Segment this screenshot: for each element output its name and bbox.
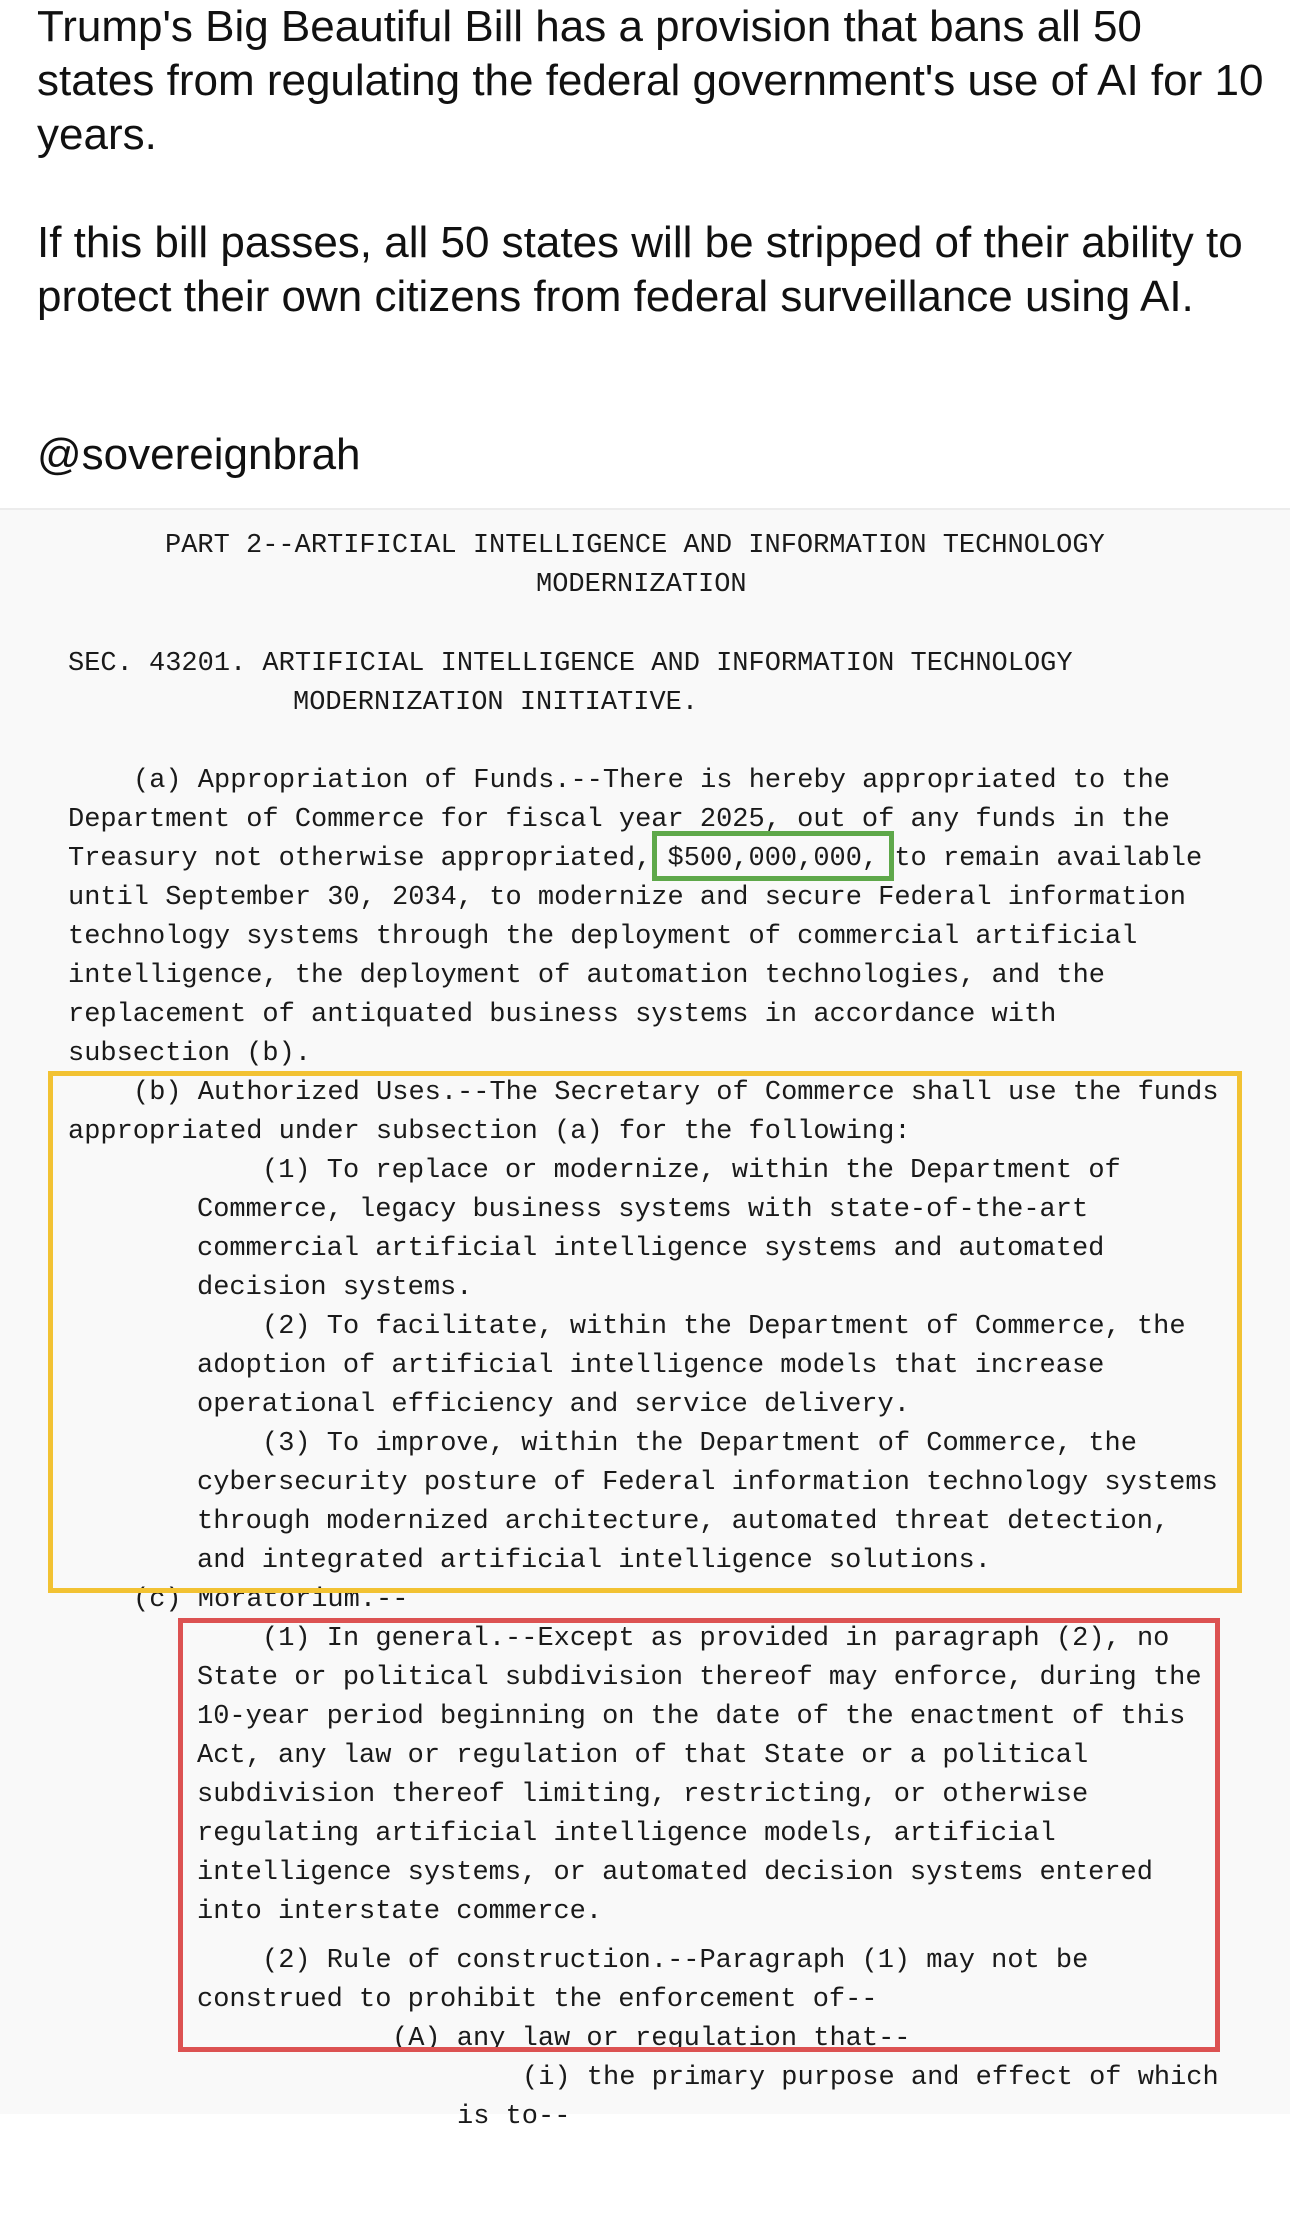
doc-line: Department of Commerce for fiscal year 2025, out of any funds in the xyxy=(68,805,1170,835)
red-highlight-box xyxy=(178,1618,1220,2052)
doc-line: through modernized architecture, automated threat detection, xyxy=(197,1507,1170,1537)
doc-line: cybersecurity posture of Federal information technology systems xyxy=(197,1468,1218,1498)
doc-line: technology systems through the deployment of commercial artificial xyxy=(68,922,1138,952)
doc-line: Act, any law or regulation of that State or a political xyxy=(197,1741,1089,1771)
doc-line: (c) Moratorium.-- xyxy=(133,1585,409,1615)
doc-line: (A) any law or regulation that-- xyxy=(392,2024,911,2054)
doc-line: replacement of antiquated business systems in accordance with xyxy=(68,1000,1057,1030)
doc-line: intelligence, the deployment of automation technologies, and the xyxy=(68,961,1105,991)
doc-line: intelligence systems, or automated decision systems entered xyxy=(197,1858,1153,1888)
bill-document-image xyxy=(0,510,1290,2132)
doc-line: (3) To improve, within the Department of Commerce, the xyxy=(262,1429,1137,1459)
doc-line: (i) the primary purpose and effect of which xyxy=(522,2063,1219,2093)
doc-line: until September 30, 2034, to modernize and secure Federal information xyxy=(68,883,1186,913)
doc-line: construed to prohibit the enforcement of-- xyxy=(197,1985,878,2015)
doc-line: Commerce, legacy business systems with state-of-the-art xyxy=(197,1195,1089,1225)
post-paragraph-1: Trump's Big Beautiful Bill has a provision that bans all 50 states from regulating the federal government's use of AI for 10 years. xyxy=(37,2,1264,159)
doc-line: appropriated under subsection (a) for the following: xyxy=(68,1117,911,1147)
doc-line: SEC. 43201. ARTIFICIAL INTELLIGENCE AND INFORMATION TECHNOLOGY xyxy=(68,649,1073,679)
doc-line: regulating artificial intelligence models, artificial xyxy=(197,1819,1056,1849)
doc-line: adoption of artificial intelligence models that increase xyxy=(197,1351,1105,1381)
doc-line: Treasury not otherwise appropriated, $500,000,000, to remain available xyxy=(68,844,1203,874)
doc-line: PART 2--ARTIFICIAL INTELLIGENCE AND INFORMATION TECHNOLOGY xyxy=(165,531,1105,561)
post-paragraph-2: If this bill passes, all 50 states will be stripped of their ability to protect their own citizens from federal surveillance using AI. xyxy=(37,218,1243,321)
green-highlight-box xyxy=(652,831,894,881)
doc-line: subsection (b). xyxy=(68,1039,312,1069)
doc-line: is to-- xyxy=(457,2102,571,2132)
doc-line: (a) Appropriation of Funds.--There is hereby appropriated to the xyxy=(133,766,1170,796)
yellow-highlight-box xyxy=(48,1071,1242,1593)
doc-line: decision systems. xyxy=(197,1273,473,1303)
doc-line: into interstate commerce. xyxy=(197,1897,603,1927)
doc-line: MODERNIZATION xyxy=(536,570,747,600)
doc-line: State or political subdivision thereof may enforce, during the xyxy=(197,1663,1202,1693)
doc-line: subdivision thereof limiting, restricting, or otherwise xyxy=(197,1780,1089,1810)
doc-line: MODERNIZATION INITIATIVE. xyxy=(293,688,699,718)
author-handle[interactable]: @sovereignbrah xyxy=(37,430,361,479)
doc-line: (1) In general.--Except as provided in paragraph (2), no xyxy=(262,1624,1170,1654)
doc-line: and integrated artificial intelligence solutions. xyxy=(197,1546,991,1576)
doc-line: commercial artificial intelligence systems and automated xyxy=(197,1234,1105,1264)
doc-line: (2) To facilitate, within the Department of Commerce, the xyxy=(262,1312,1186,1342)
doc-line: (b) Authorized Uses.--The Secretary of Commerce shall use the funds xyxy=(133,1078,1219,1108)
doc-line: (1) To replace or modernize, within the Department of xyxy=(262,1156,1121,1186)
doc-line: 10-year period beginning on the date of the enactment of this xyxy=(197,1702,1186,1732)
doc-line: (2) Rule of construction.--Paragraph (1) may not be xyxy=(262,1946,1089,1976)
doc-line: operational efficiency and service delivery. xyxy=(197,1390,910,1420)
